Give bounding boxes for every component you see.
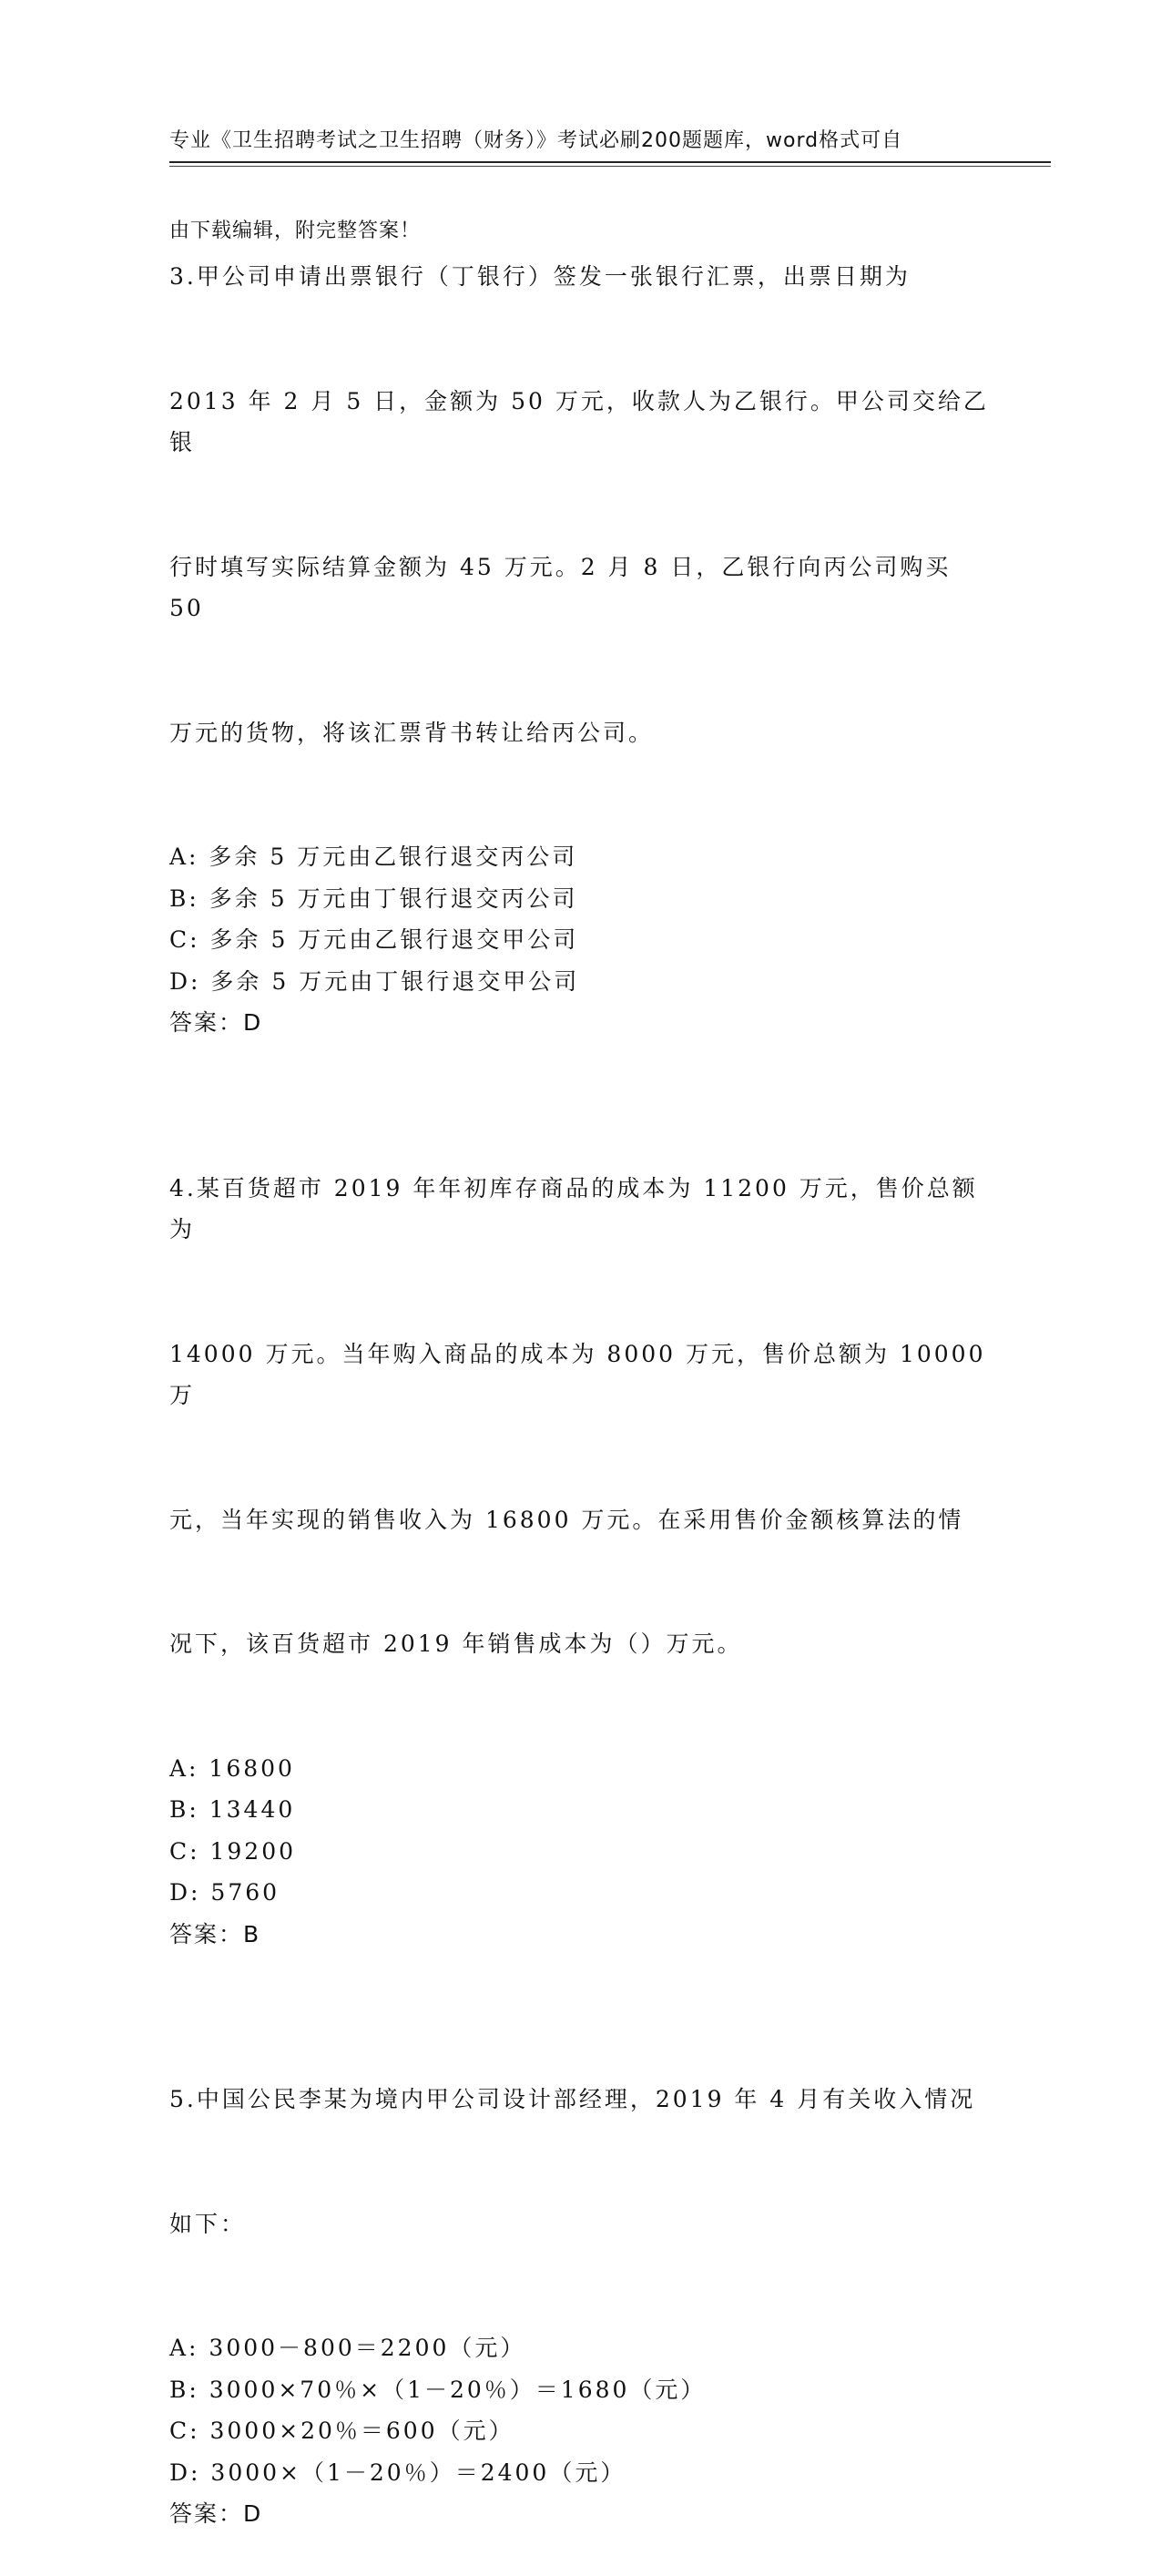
question-5-option-a: A: 3000－800＝2200（元） (169, 2335, 526, 2361)
question-3 (169, 173, 989, 1044)
question-4-stem-line: 况下，该百货超市 2019 年销售成本为（）万元。 (169, 1630, 743, 1657)
question-4-stem-line: 4.某百货超市 2019 年年初库存商品的成本为 11200 万元，售价总额为 (169, 1174, 978, 1242)
header-divider-thin (169, 166, 1051, 167)
question-3-option-a: A: 多余 5 万元由乙银行退交丙公司 (169, 843, 578, 870)
question-4-stem (169, 1085, 996, 1748)
question-4-answer: 答案：B (169, 1920, 261, 1947)
question-3-option-d: D: 多余 5 万元由丁银行退交甲公司 (169, 967, 580, 995)
question-4-stem-line: 14000 万元。当年购入商品的成本为 8000 万元，售价总额为 10000 万 (169, 1340, 996, 1408)
question-3-stem-line: 2013 年 2 月 5 日，金额为 50 万元，收款人为乙银行。甲公司交给乙银 (169, 387, 989, 455)
question-4 (169, 1085, 996, 1956)
question-3-answer: 答案：D (169, 1009, 263, 1036)
question-list (169, 173, 996, 2576)
question-3-stem-line: 3.甲公司申请出票银行（丁银行）签发一张银行汇票，出票日期为 (169, 263, 911, 290)
question-3-stem-line: 万元的货物，将该汇票背书转让给丙公司。 (169, 719, 655, 746)
question-5-option-d: D: 3000×（1－20％）＝2400（元） (169, 2458, 626, 2486)
question-5-stem (169, 1996, 989, 2327)
question-5-stem-line: 5.中国公民李某为境内甲公司设计部经理，2019 年 4 月有关收入情况 (169, 2086, 976, 2112)
question-4-option-a: A: 16800 (169, 1754, 295, 1782)
question-5-option-b: B: 3000×70％×（1－20％）＝1680（元） (169, 2376, 707, 2403)
header-title-line-1: 专业《卫生招聘考试之卫生招聘（财务）》考试必刷200题题库，word格式可自 (169, 129, 903, 152)
header-divider-thick (169, 161, 1051, 163)
question-4-option-d: D: 5760 (169, 1879, 280, 1906)
question-4-option-c: C: 19200 (169, 1837, 297, 1865)
question-5-stem-line: 如下： (169, 2210, 247, 2237)
question-5 (169, 1996, 989, 2535)
question-4-option-b: B: 13440 (169, 1796, 296, 1823)
question-5-option-c: C: 3000×20％＝600（元） (169, 2418, 514, 2444)
question-5-answer: 答案：D (169, 2500, 263, 2527)
question-3-option-b: B: 多余 5 万元由丁银行退交丙公司 (169, 884, 578, 912)
header-title-line-2: 由下载编辑，附完整答案！ (169, 220, 422, 242)
question-3-option-c: C: 多余 5 万元由乙银行退交甲公司 (169, 926, 579, 953)
question-4-stem-line: 元，当年实现的销售收入为 16800 万元。在采用售价金额核算法的情 (169, 1506, 964, 1533)
question-3-stem (169, 173, 989, 836)
question-3-stem-line: 行时填写实际结算金额为 45 万元。2 月 8 日，乙银行向丙公司购买 50 (169, 553, 962, 621)
